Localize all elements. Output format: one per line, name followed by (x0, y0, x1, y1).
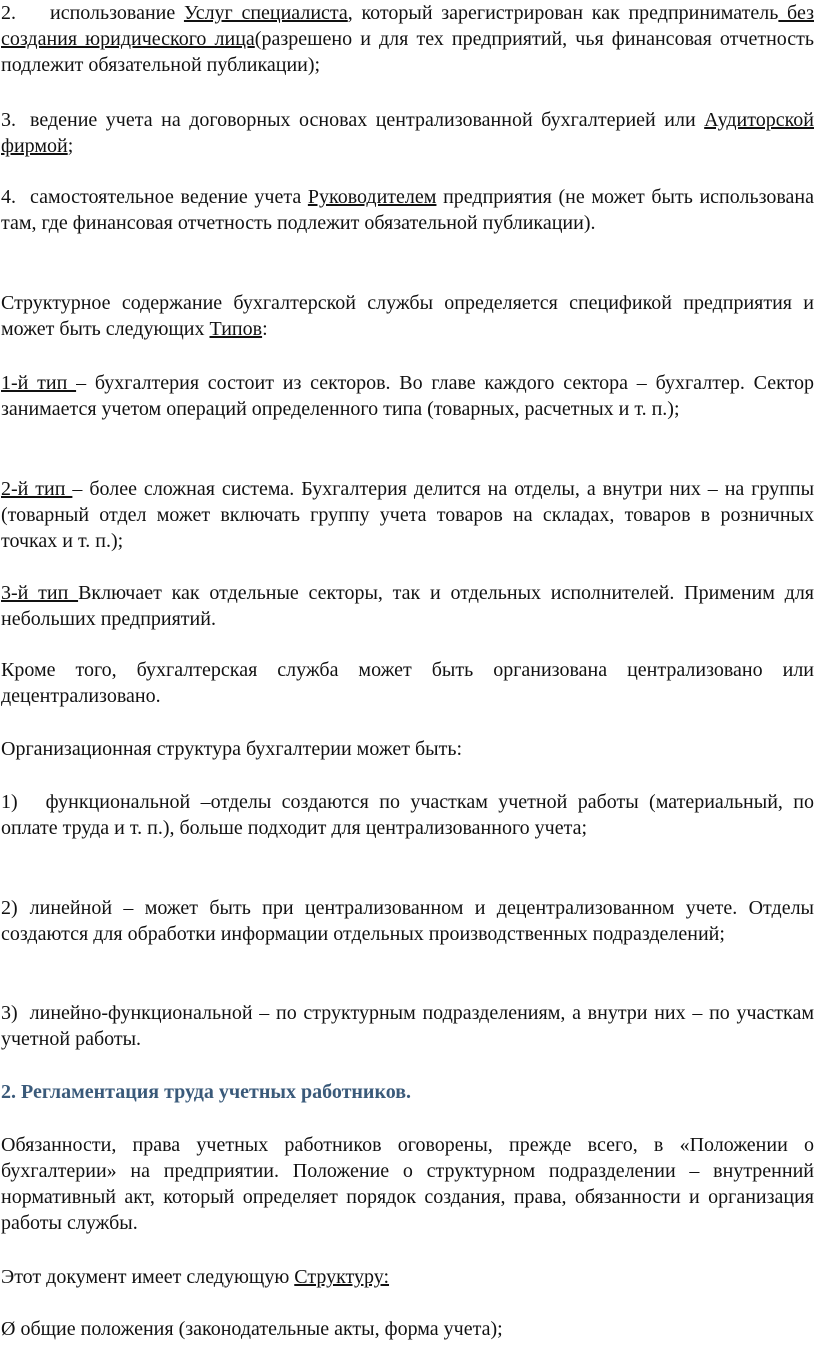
text-run: Включает как отдельные секторы, так и отдельных исполнителей. Применим для небольших предприятий. (1, 582, 815, 630)
manager-link[interactable]: Руководителем (307, 186, 437, 208)
org-item-3 (1, 1000, 814, 1052)
list-number: 4. (1, 186, 16, 208)
structure-link[interactable]: Структуру: (294, 1266, 390, 1288)
list-item-4 (1, 184, 814, 236)
text-run: (разрешено и для тех предприятий, чья финансовая отчетность подлежит обязательной публикации); (1, 28, 815, 76)
list-number: 2. (1, 2, 16, 24)
type-1-link[interactable]: 1-й тип (1, 372, 77, 394)
structure-paragraph (1, 290, 814, 342)
type-2-link[interactable]: 2-й тип (1, 478, 73, 500)
text-run: – более сложная система. Бухгалтерия делится на отделы, а внутри них – на группы (товарный отдел может включать группу учета товаров на складах, товаров в розничных точках и т. п.); (1, 478, 815, 552)
no-legal-entity-link[interactable]: без создания юридического лица (1, 2, 814, 50)
list-number: 3) (1, 1002, 18, 1024)
list-item-2 (1, 0, 814, 78)
list-number: 3. (1, 109, 16, 131)
services-link[interactable]: Услуг специалиста (183, 2, 348, 24)
text-run: предприятия (не может быть использована там, где финансовая отчетность подлежит обязательной публикации). (1, 186, 814, 234)
text-run: общие положения (законодательные акты, форма учета); (15, 1318, 503, 1340)
text-run: Этот документ имеет следующую (1, 1266, 295, 1288)
org-structure-paragraph: Организационная структура бухгалтерии может быть: (1, 738, 463, 760)
bullet-item (1, 1316, 814, 1342)
list-number: 2) (1, 897, 18, 919)
text-run: линейно-функциональной – по структурным подразделениям, а внутри них – по участкам учетной работы. (1, 1002, 814, 1050)
bullet-marker: Ø (1, 1318, 16, 1340)
audit-firm-link[interactable]: Аудиторской фирмой (1, 109, 814, 157)
section-heading: 2. Регламентация труда учетных работников. (1, 1081, 412, 1103)
doc-structure-paragraph (1, 1264, 814, 1290)
type-3-link[interactable]: 3-й тип (1, 582, 79, 604)
text-run: самостоятельное ведение учета (30, 186, 308, 208)
text-run: – бухгалтерия состоит из секторов. Во главе каждого сектора – бухгалтер. Сектор занимается учетом операций определенного типа (товарных, расчетных и т. п.); (1, 372, 815, 420)
org-item-2 (1, 895, 814, 947)
text-run: , который зарегистрирован как предприниматель (347, 2, 779, 24)
type-1-paragraph (1, 370, 814, 422)
org-item-1 (1, 789, 814, 841)
text-run: ведение учета на договорных основах централизованной бухгалтерией или (30, 109, 705, 131)
type-3-paragraph (1, 580, 814, 632)
text-run: : (262, 318, 268, 340)
text-run: использование (50, 2, 184, 24)
text-run: функциональной –отделы создаются по участкам учетной работы (материальный, по оплате труда и т. п.), больше подходит для централизованного учета; (1, 791, 814, 839)
besides-paragraph: Кроме того, бухгалтерская служба может быть организована централизовано или децентрализовано. (1, 659, 814, 707)
text-run: линейной – может быть при централизованном и децентрализованном учете. Отделы создаются для обработки информации отдельных производственных подразделений; (1, 897, 814, 945)
list-item-3 (1, 107, 814, 159)
types-link[interactable]: Типов (209, 318, 263, 340)
duties-paragraph: Обязанности, права учетных работников оговорены, прежде всего, в «Положении о бухгалтерии» на предприятии. Положение о структурном подразделении – внутренний нормативный акт, который определяет порядок создания, права, обязанности и организация работы службы. (1, 1134, 814, 1234)
type-2-paragraph (1, 476, 814, 554)
text-run: Структурное содержание бухгалтерской службы определяется спецификой предприятия и может быть следующих (1, 292, 814, 340)
text-run: ; (67, 135, 74, 157)
list-number: 1) (1, 791, 18, 813)
